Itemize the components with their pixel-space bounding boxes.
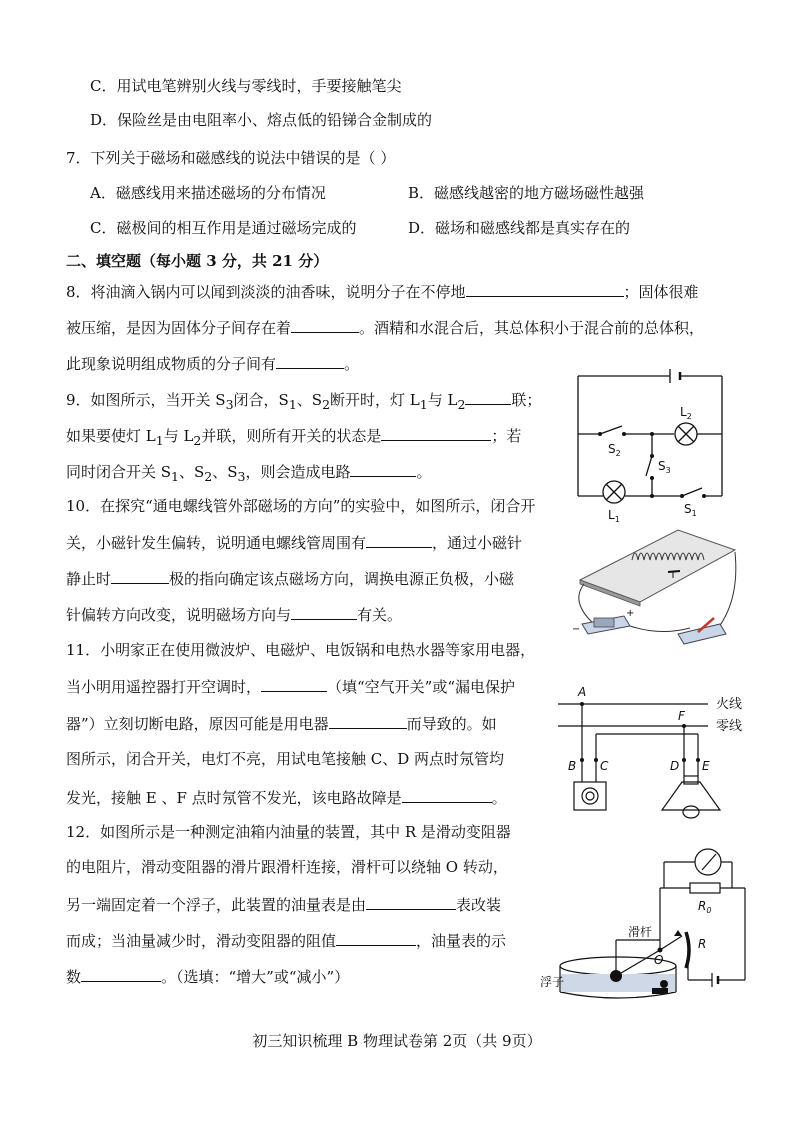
q9-text: 。 bbox=[416, 463, 432, 481]
label-l1: $L_1$ bbox=[608, 508, 620, 524]
q9-blank-2[interactable] bbox=[381, 424, 491, 441]
switch-contact-icon bbox=[702, 494, 706, 498]
q9-text: 并联，则所有开关的状态是 bbox=[201, 427, 382, 445]
q9-text: 、S bbox=[212, 463, 238, 481]
q8-line1 bbox=[66, 280, 699, 302]
q6-option-d: D．保险丝是由电阻率小、熔点低的铅锑合金制成的 bbox=[90, 111, 433, 129]
label-b: B bbox=[568, 759, 577, 773]
q9-sub: 3 bbox=[225, 397, 234, 412]
switch-contact-icon bbox=[650, 476, 654, 480]
q9-line3 bbox=[66, 460, 432, 487]
q11-text: 当小明用遥控器打开空调时， bbox=[66, 678, 262, 696]
q9-text: 、S bbox=[296, 391, 323, 409]
q6-option-c: C．用试电笔辨别火线与零线时，手要接触笔尖 bbox=[90, 77, 402, 95]
q11-blank-1[interactable] bbox=[261, 675, 327, 692]
q9-text: 与 L bbox=[163, 427, 194, 445]
label-f: F bbox=[678, 709, 685, 723]
junction-dot bbox=[650, 494, 654, 498]
q9-text: 同时闭合开关 S bbox=[66, 463, 172, 481]
slider-rod-icon bbox=[660, 936, 682, 950]
q10-line1: 10．在探究“通电螺线管外部磁场的方向”的实验中，如图所示，闭合开 bbox=[66, 497, 536, 515]
q9-text: 9．如图所示，当开关 S bbox=[66, 391, 226, 409]
junction-dot bbox=[580, 702, 584, 706]
q10-text: 有关。 bbox=[357, 606, 403, 624]
q8-blank-3[interactable] bbox=[276, 352, 344, 369]
q9-sub: 1 bbox=[171, 469, 179, 484]
q10-text: 针偏转方向改变，说明磁场方向与 bbox=[66, 606, 292, 624]
q8-text: 。酒精和水混合后，其总体积小于混合前的总体积， bbox=[359, 319, 705, 337]
q12-line3 bbox=[66, 893, 501, 915]
switch-knob-icon bbox=[586, 792, 594, 800]
q10-line2 bbox=[66, 531, 522, 553]
q11-line3 bbox=[66, 712, 497, 734]
q12-blank-1[interactable] bbox=[366, 893, 456, 910]
q11-blank-2[interactable] bbox=[329, 712, 407, 729]
point-b-dot bbox=[580, 758, 584, 762]
junction-dot bbox=[682, 724, 686, 728]
q11-text: 发光，接触 E 、F 点时氖管不发光，该电路故障是 bbox=[66, 789, 402, 807]
label-o: O bbox=[654, 953, 664, 967]
label-r: R bbox=[698, 937, 707, 951]
q9-sub: 2 bbox=[457, 397, 466, 412]
plus-label: + bbox=[626, 608, 635, 619]
q9-blank-1[interactable] bbox=[465, 388, 511, 405]
point-c-dot bbox=[594, 758, 598, 762]
section-title: 二、填空题（每小题 3 分，共 21 分） bbox=[66, 252, 329, 270]
point-d-dot bbox=[682, 758, 686, 762]
q8-line3 bbox=[66, 352, 359, 374]
q10-text: 关，小磁针发生偏转，说明通电螺线管周围有 bbox=[66, 534, 367, 552]
q9-text: 如果要使灯 L bbox=[66, 427, 156, 445]
meter-needle-icon bbox=[702, 854, 716, 870]
q8-text: 此现象说明组成物质的分子间有 bbox=[66, 355, 277, 373]
meter-icon bbox=[695, 849, 721, 875]
q10-solenoid-figure bbox=[570, 520, 740, 650]
switch-s3-icon bbox=[646, 456, 652, 476]
label-huagan: 滑杆 bbox=[628, 925, 653, 939]
pivot-o-dot bbox=[658, 948, 663, 953]
q12-text: ，油量表的示 bbox=[416, 932, 507, 950]
q9-text: 与 L bbox=[427, 391, 458, 409]
q11-text: （填“空气开关”或“漏电保护 bbox=[327, 678, 516, 696]
float-icon bbox=[610, 970, 622, 982]
q10-blank-2[interactable] bbox=[111, 567, 169, 584]
q10-line3 bbox=[66, 567, 514, 589]
label-d: D bbox=[670, 759, 680, 773]
q11-text: 。 bbox=[491, 789, 507, 807]
q10-text: ，通过小磁针 bbox=[432, 534, 523, 552]
q9-text: ；若 bbox=[491, 427, 522, 445]
resistor-r0-icon bbox=[690, 883, 720, 893]
label-r0: $R_0$ bbox=[698, 899, 712, 915]
switch-contact-icon bbox=[598, 432, 602, 436]
q8-blank-2[interactable] bbox=[291, 316, 359, 333]
label-live-wire: 火线 bbox=[716, 697, 743, 712]
lamp-bulb-icon bbox=[683, 806, 699, 818]
switch-contact-icon bbox=[680, 494, 684, 498]
switch-icon bbox=[678, 618, 726, 644]
minus-label: − bbox=[572, 624, 581, 635]
switch-s2-icon bbox=[600, 426, 622, 434]
wire bbox=[579, 584, 594, 624]
q8-text: ；固体很难 bbox=[623, 283, 699, 301]
label-c: C bbox=[600, 759, 609, 773]
q11-text: 器”）立刻切断电路，原因可能是用电器 bbox=[66, 715, 329, 733]
label-s1: $S_1$ bbox=[684, 502, 697, 518]
label-neutral-wire: 零线 bbox=[716, 719, 743, 734]
q12-line5 bbox=[66, 965, 349, 987]
q9-sub: 1 bbox=[419, 397, 428, 412]
switch-knob-icon bbox=[582, 788, 598, 804]
q9-text: 联； bbox=[511, 391, 542, 409]
q9-text: ，则会造成电路 bbox=[245, 463, 351, 481]
q8-text: 被压缩，是因为固体分子间存在着 bbox=[66, 319, 292, 337]
q12-blank-2[interactable] bbox=[336, 929, 416, 946]
q12-line2: 的电阻片，滑动变阻器的滑片跟滑杆连接，滑杆可以绕轴 O 转动， bbox=[66, 858, 508, 876]
q11-text: 而导致的。如 bbox=[406, 715, 497, 733]
label-s2: $S_2$ bbox=[608, 442, 621, 458]
q11-line4: 图所示，闭合开关，电灯不亮，用试电笔接触 C、D 两点时氖管均 bbox=[66, 750, 505, 768]
q10-line4 bbox=[66, 603, 402, 625]
q9-text: 、S bbox=[179, 463, 205, 481]
q9-sub: 1 bbox=[288, 397, 297, 412]
q9-sub: 2 bbox=[322, 397, 331, 412]
q9-sub: 3 bbox=[237, 469, 246, 484]
q9-line2 bbox=[66, 424, 521, 451]
wire bbox=[715, 552, 736, 632]
label-s3: $S_3$ bbox=[658, 459, 671, 475]
switch-contact-icon bbox=[622, 432, 626, 436]
slider-arrow-icon bbox=[674, 930, 682, 936]
q9-sub: 2 bbox=[204, 469, 213, 484]
q11-blank-3[interactable] bbox=[402, 786, 492, 803]
q12-text: 表改装 bbox=[456, 896, 502, 914]
q9-text: 闭合，S bbox=[233, 391, 289, 409]
q11-line1: 11．小明家正在使用微波炉、电磁炉、电饭锅和电热水器等家用电器， bbox=[66, 641, 536, 659]
q8-line2 bbox=[66, 316, 704, 338]
q8-text: 。 bbox=[344, 355, 360, 373]
q9-sub: 1 bbox=[155, 433, 164, 448]
q9-circuit-figure bbox=[570, 368, 730, 524]
label-l2: $L_2$ bbox=[680, 405, 692, 421]
switch-s1-icon bbox=[682, 488, 702, 496]
q12-oil-gauge-figure bbox=[540, 840, 760, 1000]
switch-box-icon bbox=[574, 782, 606, 810]
q11-line2 bbox=[66, 675, 515, 697]
label-e: E bbox=[702, 759, 710, 773]
q7-option-d: D．磁场和磁感线都是真实存在的 bbox=[408, 219, 631, 237]
q9-text: 断开时，灯 L bbox=[330, 391, 420, 409]
q7-option-a: A．磁感线用来描述磁场的分布情况 bbox=[90, 184, 326, 202]
q11-household-circuit-figure bbox=[558, 684, 758, 822]
q7-stem: 7．下列关于磁场和磁感线的说法中错误的是（ ） bbox=[66, 149, 396, 167]
q10-blank-1[interactable] bbox=[366, 531, 432, 548]
q12-line4 bbox=[66, 929, 506, 951]
q7-option-b: B．磁感线越密的地方磁场磁性越强 bbox=[408, 184, 645, 202]
q7-option-c: C．磁极间的相互作用是通过磁场完成的 bbox=[90, 219, 357, 237]
q12-text: 。（选填：“增大”或“减小”） bbox=[161, 968, 350, 986]
page-footer: 初三知识梳理 B 物理试卷第 2页（共 9页） bbox=[252, 1032, 542, 1050]
junction-dot bbox=[650, 432, 654, 436]
switch-contact-icon bbox=[650, 454, 654, 458]
q9-sub: 2 bbox=[193, 433, 202, 448]
q9-blank-3[interactable] bbox=[350, 460, 416, 477]
q8-text: 8．将油滴入锅内可以闻到淡淡的油香味，说明分子在不停地 bbox=[66, 283, 466, 301]
q12-text: 数 bbox=[66, 968, 82, 986]
q10-blank-3[interactable] bbox=[291, 603, 357, 620]
q11-line5 bbox=[66, 786, 507, 808]
q12-text: 另一端固定着一个浮子，此装置的油量表是由 bbox=[66, 896, 367, 914]
q12-text: 而成；当油量减少时，滑动变阻器的阻值 bbox=[66, 932, 337, 950]
point-e-dot bbox=[696, 758, 700, 762]
label-fuzi: 浮子 bbox=[540, 975, 565, 989]
lamp-holder-icon bbox=[684, 776, 698, 784]
rheostat-r-icon bbox=[686, 932, 689, 968]
q12-blank-3[interactable] bbox=[81, 965, 161, 982]
q9-line1 bbox=[66, 388, 541, 415]
wire bbox=[630, 626, 690, 632]
label-a: A bbox=[578, 685, 587, 699]
q10-text: 静止时 bbox=[66, 570, 112, 588]
q10-text: 极的指向确定该点磁场方向，调换电源正负极，小磁 bbox=[169, 570, 515, 588]
q8-blank-1[interactable] bbox=[466, 280, 624, 297]
q12-line1: 12．如图所示是一种测定油箱内油量的装置，其中 R 是滑动变阻器 bbox=[66, 823, 511, 841]
